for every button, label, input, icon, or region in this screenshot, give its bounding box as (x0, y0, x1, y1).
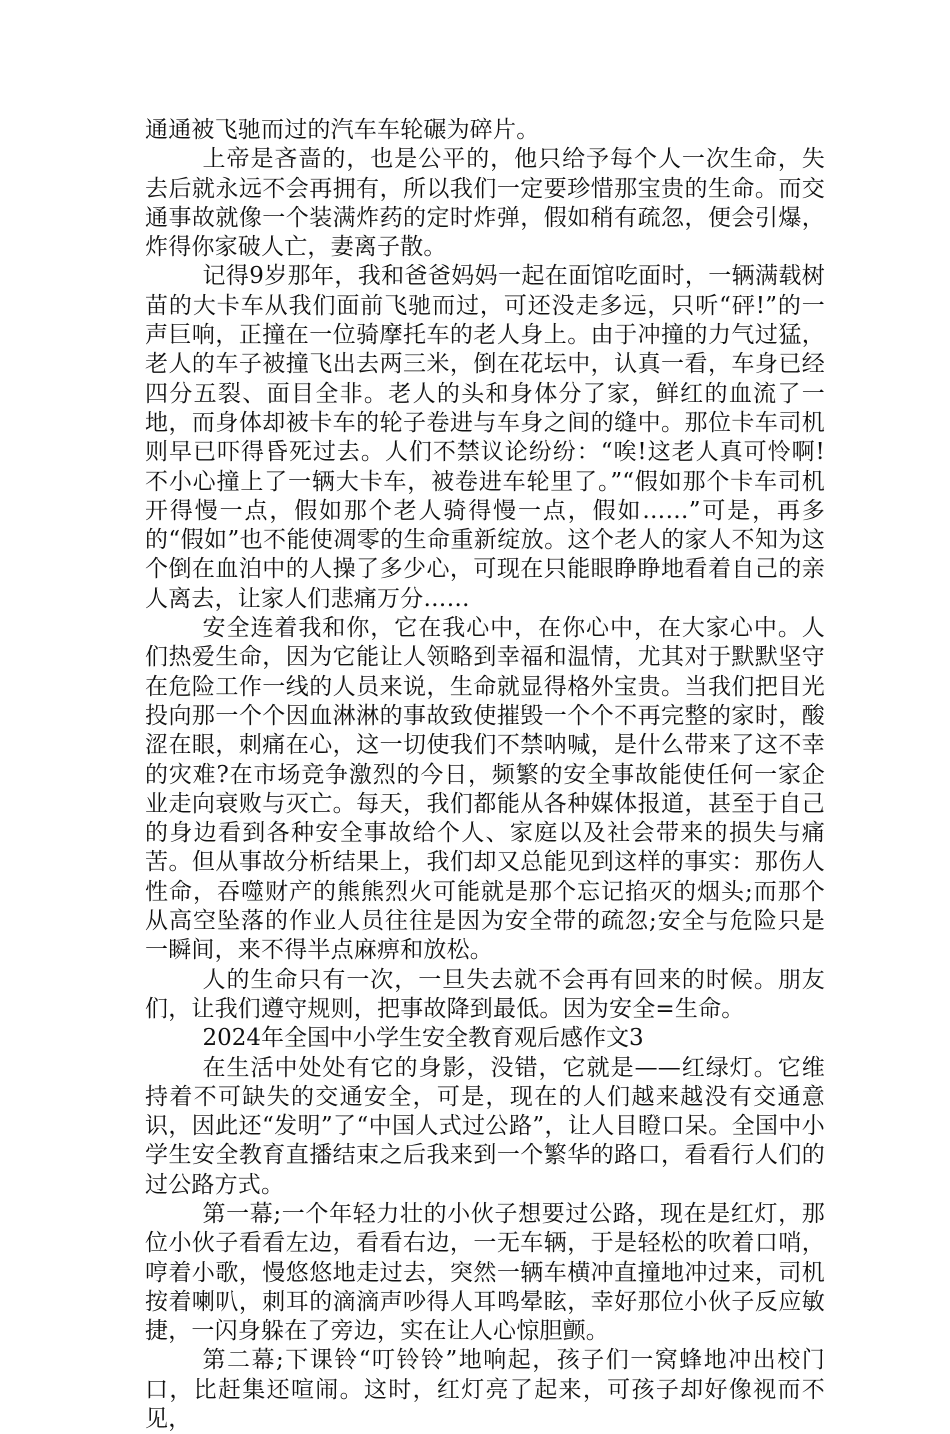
paragraph-safety-reflection: 安全连着我和你，它在我心中，在你心中，在大家心中。人们热爱生命，因为它能让人领略到幸福和温情，尤其对于默默坚守在危险工作一线的人员来说，生命就显得格外宝贵。当我们把目光投向那一个个因血淋淋的事故致使摧毁一个个不再完整的家时，酸涩在眼，刺痛在心，这一切使我们不禁呐喊，是什么带来了这不幸的灾难?在市场竞争激烈的今日，频繁的安全事故能使任何一家企业走向衰败与灭亡。每天，我们都能从各种媒体报道，甚至于自己的身边看到各种安全事故给个人、家庭以及社会带来的损失与痛苦。但从事故分析结果上，我们却又总能见到这样的事实：那伤人性命，吞噬财产的熊熊烈火可能就是那个忘记掐灭的烟头;而那个从高空坠落的作业人员往往是因为安全带的疏忽;安全与危险只是一瞬间，来不得半点麻痹和放松。 (145, 615, 825, 964)
paragraph-accident-memory: 记得9岁那年，我和爸爸妈妈一起在面馆吃面时，一辆满载树苗的大卡车从我们面前飞驰而过，可还没走多远，只听“砰!”的一声巨响，正撞在一位骑摩托车的老人身上。由于冲撞的力气过猛，老人的车子被撞飞出去两三米，倒在花坛中，认真一看，车身已经四分五裂、面目全非。老人的头和身体分了家，鲜红的血流了一地，而身体却被卡车的轮子卷进与车身之间的缝中。那位卡车司机则早已吓得昏死过去。人们不禁议论纷纷：“唉!这老人真可怜啊!不小心撞上了一辆大卡车，被卷进车轮里了。”“假如那个卡车司机开得慢一点，假如那个老人骑得慢一点，假如……”可是，再多的“假如”也不能使凋零的生命重新绽放。这个老人的家人不知为这个倒在血泊中的人操了多少心，可现在只能眼睁睁地看着自己的亲人离去，让家人们悲痛万分…… (145, 263, 825, 612)
paragraph-god-fair: 上帝是吝啬的，也是公平的，他只给予每个人一次生命，失去后就永远不会再拥有，所以我们一定要珍惜那宝贵的生命。而交通事故就像一个装满炸药的定时炸弹，假如稍有疏忽，便会引爆，炸得你家破人亡，妻离子散。 (145, 146, 825, 261)
essay-section-title: 2024年全国中小学生安全教育观后感作文3 (202, 1025, 644, 1052)
paragraph-life-once: 人的生命只有一次，一旦失去就不会再有回来的时候。朋友们，让我们遵守规则，把事故降到最低。因为安全=生命。 (145, 966, 825, 1022)
paragraph-traffic-light: 在生活中处处有它的身影，没错，它就是——红绿灯。它维持着不可缺失的交通安全，可是，现在的人们越来越没有交通意识，因此还“发明”了“中国人式过公路”，让人目瞪口呆。全国中小学生安全教育直播结束之后我来到一个繁华的路口，看看行人们的过公路方式。 (145, 1054, 825, 1198)
paragraph-scene-one: 第一幕;一个年轻力壮的小伙子想要过公路，现在是红灯，那位小伙子看看左边，看看右边，一无车辆，于是轻松的吹着口哨，哼着小歌，慢悠悠地走过去，突然一辆车横冲直撞地冲过来，司机按着喇叭，刺耳的滴滴声吵得人耳鸣晕眩，幸好那位小伙子反应敏捷，一闪身躲在了旁边，实在让人心惊胆颤。 (145, 1200, 825, 1345)
essay-body (145, 116, 825, 1434)
paragraph-continuation: 通通被飞驰而过的汽车车轮碾为碎片。 (145, 117, 540, 143)
paragraph-scene-two: 第二幕;下课铃“叮铃铃”地响起，孩子们一窝蜂地冲出校门口，比赶集还喧闹。这时，红灯亮了起来，可孩子却好像视而不见， (145, 1347, 825, 1433)
